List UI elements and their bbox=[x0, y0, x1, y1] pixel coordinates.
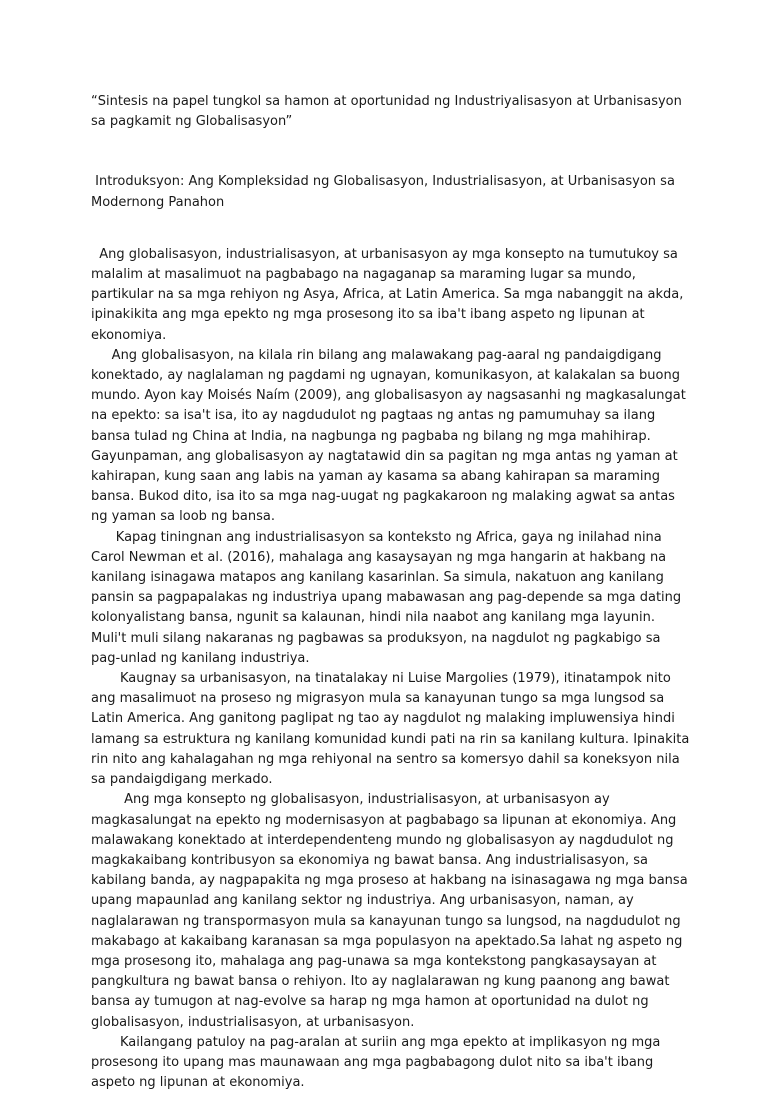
body-paragraph: Ang mga konsepto ng globalisasyon, industrialisasyon, at urbanisasyon ay magkasalungat na epekto ng modernisasyon at pagbabago sa lipunan at ekonomiya. Ang malawakang konektado at interdependenteng mundo ng globalisasyon ay nagdudulot ng magkakaibang kontribusyon sa ekonomiya ng bawat bansa. Ang industrialisasyon, sa kabilang banda, ay nagpapakita ng mga proseso at hakbang na isinasagawa ng mga bansa upang mapaunlad ang kanilang sektor ng industriya. Ang urbanisasyon, naman, ay naglalarawan ng transpormasyon mula sa kanayunan tungo sa lungsod, na nagdudulot ng makabago at kakaibang karanasan sa mga populasyon na apektado.Sa lahat ng aspeto ng mga prosesong ito, mahalaga ang pag-unawa sa mga kontekstong pangkasaysayan at pangkultura ng bawat bansa o rehiyon. Ito ay naglalarawan ng kung paanong ang bawat bansa ay tumugon at nag-evolve sa harap ng mga hamon at oportunidad na dulot ng globalisasyon, industrialisasyon, at urbanisasyon. bbox=[91, 792, 692, 1030]
intro-heading: Introduksyon: Ang Kompleksidad ng Globalisasyon, Industrialisasyon, at Urbanisasyon sa Modernong Panahon bbox=[91, 174, 680, 210]
body-paragraph: Ang globalisasyon, na kilala rin bilang ang malawakang pag-aaral ng pandaigdigang konektado, ay naglalaman ng pagdami ng ugnayan, komunikasyon, at kalakalan sa buong mundo. Ayon kay Moisés Naím (2009), ang globalisasyon ay nagsasanhi ng magkasalungat na epekto: sa isa't isa, ito ay nagdudulot ng pagtaas ng antas ng pamumuhay sa ilang bansa tulad ng China at India, na nagbunga ng pagbaba ng bilang ng mga mahihirap. Gayunpaman, ang globalisasyon ay nagtatawid din sa pagitan ng mga antas ng yaman at kahirapan, kung saan ang labis na yaman ay kasama sa abang kahirapan sa maraming bansa. Bukod dito, isa ito sa mga nag-uugat ng pagkakaroon ng malaking agwat sa antas ng yaman sa loob ng bansa. bbox=[91, 347, 690, 525]
body-paragraph: Kaugnay sa urbanisasyon, na tinatalakay ni Luise Margolies (1979), itinatampok nito ang masalimuot na proseso ng migrasyon mula sa kanayunan tungo sa mga lungsod sa Latin America. Ang ganitong paglipat ng tao ay nagdulot ng malaking impluwensiya hindi lamang sa estruktura ng kanilang komunidad kundi pati na rin sa kanilang kultura. Ipinakita rin nito ang kahalagahan ng mga rehiyonal na sentro sa komersyo dahil sa koneksyon nila sa pandaigdigang merkado. bbox=[91, 671, 694, 788]
document-title: “Sintesis na papel tungkol sa hamon at oportunidad ng Industriyalisasyon at Urbanisasyon sa pagkamit ng Globalisasyon” bbox=[91, 94, 687, 130]
document-body bbox=[91, 92, 694, 1093]
body-paragraph: Kailangang patuloy na pag-aralan at suriin ang mga epekto at implikasyon ng mga prosesong ito upang mas maunawaan ang mga pagbabagong dulot nito sa iba't ibang aspeto ng lipunan at ekonomiya. bbox=[91, 1034, 665, 1091]
body-paragraph: Kapag tiningnan ang industrialisasyon sa konteksto ng Africa, gaya ng inilahad nina Carol Newman et al. (2016), mahalaga ang kasaysayan ng mga hangarin at hakbang na kanilang isinagawa matapos ang kanilang kasarinlan. Sa simula, nakatuon ang kanilang pansin sa pagpapalakas ng industriya upang mabawasan ang pag-depende sa mga dating kolonyalistang bansa, ngunit sa kalaunan, hindi nila naabot ang kanilang mga layunin. Muli't muli silang nakaranas ng pagbawas sa produksyon, na nagdulot ng pagkabigo sa pag-unlad ng kanilang industriya. bbox=[91, 529, 686, 666]
body-paragraph: Ang globalisasyon, industrialisasyon, at urbanisasyon ay mga konsepto na tumutukoy sa malalim at masalimuot na pagbabago na nagaganap sa maraming lugar sa mundo, partikular na sa mga rehiyon ng Asya, Africa, at Latin America. Sa mga nabanggit na akda, ipinakikita ang mga epekto ng mga prosesong ito sa iba't ibang aspeto ng lipunan at ekonomiya. bbox=[91, 246, 688, 343]
